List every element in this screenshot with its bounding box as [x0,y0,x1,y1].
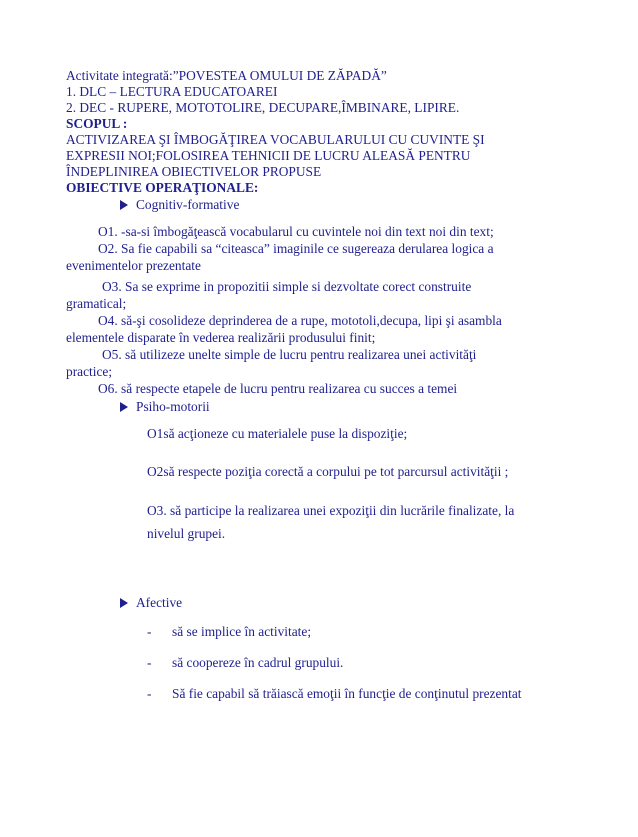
affective-item-3: Să fie capabil să trăiască emoţii în funcţie de conţinutul prezentat [172,686,522,701]
psychomotor-o1: O1să acţioneze cu materialele puse la dispoziţie; [147,426,408,441]
objective-o4-cont: elementele disparate în vederea realizării produsului finit; [66,330,376,345]
activity-title: Activitate integrată:”POVESTEA OMULUI DE ZĂPADĂ” [66,68,387,83]
objective-o2: O2. Sa fie capabili sa “citeasca” imaginile ce sugereaza derularea logica a [98,241,494,256]
scop-line: EXPRESII NOI;FOLOSIREA TEHNICII DE LUCRU ALEASĂ PENTRU [66,148,471,163]
affective-item-2: să coopereze în cadrul grupului. [172,655,344,670]
affective-dash: - [147,624,152,639]
objective-o2-cont: evenimentelor prezentate [66,258,201,273]
activity-dlc: 1. DLC – LECTURA EDUCATOAREI [66,84,278,99]
affective-dash: - [147,655,152,670]
psychomotor-o3-cont: nivelul grupei. [147,526,226,541]
objective-o3: O3. Sa se exprime in propozitii simple si dezvoltate corect construite [102,279,472,294]
objective-o3-cont: gramatical; [66,296,127,311]
objective-o5-cont: practice; [66,364,113,379]
objective-o1: O1. -sa-si îmbogăţească vocabularul cu cuvintele noi din text noi din text; [98,224,494,239]
arrow-bullet-icon [120,598,128,608]
objectives-heading: OBIECTIVE OPERAŢIONALE: [66,180,259,195]
objective-o4: O4. să-şi cosolideze deprinderea de a rupe, mototoli,decupa, lipi şi asambla [98,313,502,328]
psychomotor-heading: Psiho-motorii [120,399,210,415]
activity-dec: 2. DEC - RUPERE, MOTOTOLIRE, DECUPARE,ÎMBINARE, LIPIRE. [66,100,460,115]
affective-item-1: să se implice în activitate; [172,624,312,639]
arrow-bullet-icon [120,402,128,412]
affective-heading: Afective [120,595,182,611]
arrow-bullet-icon [120,200,128,210]
scop-heading: SCOPUL : [66,116,128,131]
scop-line: ACTIVIZAREA ŞI ÎMBOGĂŢIREA VOCABULARULUI CU CUVINTE ŞI [66,132,485,147]
objective-o5: O5. să utilizeze unelte simple de lucru pentru realizarea unei activităţi [102,347,477,362]
psychomotor-o2: O2să respecte poziţia corectă a corpului pe tot parcursul activităţii ; [147,464,509,479]
objective-o6: O6. să respecte etapele de lucru pentru realizarea cu succes a temei [98,381,458,396]
affective-dash: - [147,686,152,701]
cognitive-heading: Cognitiv-formative [120,197,239,213]
scop-line: ÎNDEPLINIREA OBIECTIVELOR PROPUSE [66,164,322,179]
psychomotor-o3: O3. să participe la realizarea unei expoziţii din lucrările finalizate, la [147,503,515,518]
